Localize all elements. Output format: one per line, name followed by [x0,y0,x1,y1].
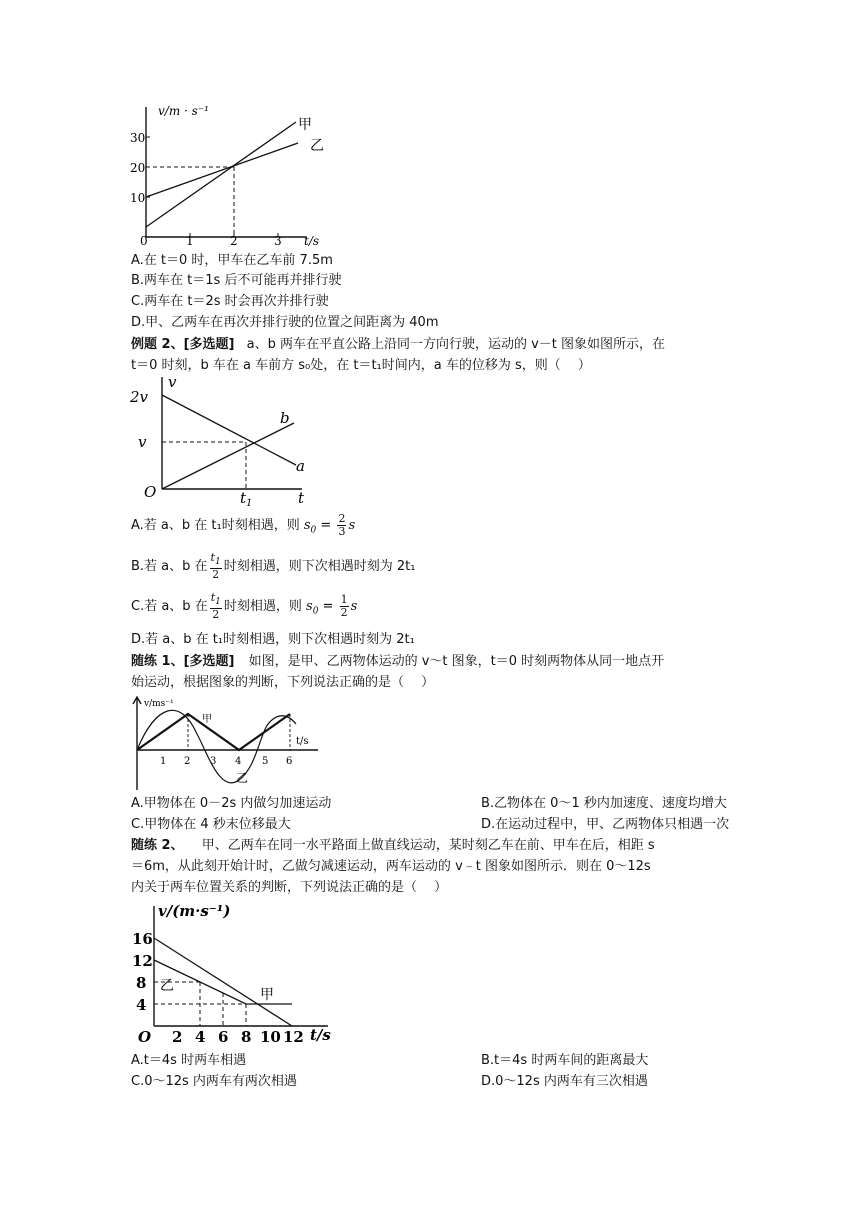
graph4-origin: O [138,1028,152,1046]
p2-stem-line1: 随练 2、 甲、乙两车在同一水平路面上做直线运动，某时刻乙车在前、甲车在后，相距 s [131,838,655,853]
label-jia: 甲 [298,117,312,133]
line-a [162,395,296,465]
graph3-xtick: 2 [184,756,191,767]
graph1-ylabel: v/m · s⁻¹ [158,104,209,118]
graph4-xtick: 8 [241,1028,252,1046]
label-a: a [296,457,305,475]
label-yi: 乙 [160,978,174,994]
graph3-xtick: 5 [262,756,269,767]
graph-jia-yi-decel [128,900,343,1050]
graph2-t1: $t_1$ [240,489,253,506]
ex1-option-d: D.甲、乙两车在再次并排行驶的位置之间距离为 40m [131,315,439,330]
formula-s0: $s_0$ [303,518,317,536]
ex2-title: 例题 2、[多选题] [131,337,235,352]
p2-stem-line2: ＝6m，从此刻开始计时，乙做匀减速运动，两车运动的 v﹣t 图象如图所示．则在 0～12s [131,859,651,874]
graph4-ytick: 12 [132,952,153,970]
graph4-xtick: 2 [172,1028,183,1046]
ex1-option-a: A.在 t＝0 时，甲车在乙车前 7.5m [131,253,333,268]
label-yi: 乙 [310,138,324,154]
graph4-xtick: 4 [195,1028,206,1046]
graph1-ytick: 10 [130,191,146,205]
line-jia-triangle [137,714,290,750]
graph2-vlabel: v [168,373,177,391]
graph3-xtick: 4 [235,756,242,767]
graph2-t: t [298,489,305,506]
label-yi: 乙 [236,771,249,785]
line-yi-sine [137,710,296,783]
graph4-ytick: 16 [132,930,153,948]
graph4-xtick: 10 [260,1028,281,1046]
fraction-2-3: $\frac{2}{3}$ [338,512,346,538]
graph1-xlabel: t/s [304,234,320,248]
p2-option-d: D.0～12s 内两车有三次相遇 [481,1074,648,1089]
graph1-ytick: 30 [130,131,146,145]
p1-option-a: A.甲物体在 0－2s 内做匀加速运动 [131,796,332,811]
p1-option-c: C.甲物体在 4 秒末位移最大 [131,817,291,832]
formula-s0: $s_0$ [306,599,319,617]
graph4-ytick: 4 [136,996,147,1014]
p1-title: 随练 1、[多选题] [131,654,235,669]
graph4-xtick: 6 [218,1028,229,1046]
p1-stem-line2: 始运动，根据图象的判断，下列说法正确的是（ ） [131,675,435,690]
graph-jia-yi-vt [128,103,338,248]
graph4-xtick: 12 [283,1028,304,1046]
ex2-option-a: A.若 a、b 在 t₁时刻相遇，则 $s_0$ = $\frac{2}{3}$ s [131,512,356,538]
p1-stem-line1: 随练 1、[多选题] 如图，是甲、乙两物体运动的 v～t 图象，t＝0 时刻两物体从同一地点开 [131,654,665,669]
graph2-2v: 2v [130,388,149,406]
ex2-option-b: B.若 a、b 在 $\frac{t_1}{2}$ 时刻相遇，则下次相遇时刻为 2t₁ [131,551,416,582]
ex1-option-b: B.两车在 t＝1s 后不可能再并排行驶 [131,273,342,288]
fraction-t1-2: $\frac{t_1}{2}$ [210,551,221,582]
graph1-xtick: 1 [186,234,194,248]
line-yi [146,143,298,197]
p1-option-d: D.在运动过程中，甲、乙两物体只相遇一次 [481,817,730,832]
ex2-option-d: D.若 a、b 在 t₁时刻相遇，则下次相遇时刻为 2t₁ [131,632,415,647]
graph1-xtick: 3 [274,234,282,248]
graph-ab-vt [128,373,318,506]
graph3-xtick: 3 [210,756,217,767]
ex2-stem-line2: t＝0 时刻，b 车在 a 车前方 s₀处，在 t＝t₁时间内，a 车的位移为 s，则（ ） [131,358,591,373]
graph1-xtick: 2 [230,234,238,248]
graph3-xtick: 6 [286,756,293,767]
p1-option-b: B.乙物体在 0～1 秒内加速度、速度均增大 [481,796,727,811]
fraction-1-2: $\frac{1}{2}$ [340,593,348,620]
ex1-option-c: C.两车在 t＝2s 时会再次并排行驶 [131,294,329,309]
graph4-ytick: 8 [136,974,147,992]
graph3-xlabel: t/s [296,736,309,747]
graph3-xtick: 1 [160,756,167,767]
p2-option-b: B.t＝4s 时两车间的距离最大 [481,1053,649,1068]
ex2-option-c: C.若 a、b 在 $\frac{t_1}{2}$ 时刻相遇，则 $s_0$ = $\frac{1}{2}$ s [131,591,358,622]
graph-sine-triangle [128,694,328,794]
graph2-v: v [138,433,147,451]
label-b: b [280,409,290,427]
p2-option-a: A.t＝4s 时两车相遇 [131,1053,247,1068]
ex2-stem1: a、b 两车在平直公路上沿同一方向行驶，运动的 v－t 图象如图所示，在 [246,337,666,352]
p2-stem-line3: 内关于两车位置关系的判断，下列说法正确的是（ ） [131,880,448,895]
label-jia: 甲 [260,987,274,1003]
p2-option-c: C.0～12s 内两车有两次相遇 [131,1074,297,1089]
label-jia: 甲 [202,714,212,725]
line-jia [146,122,296,227]
ex2-stem-line1 [131,337,665,353]
line-yi [154,938,292,1026]
graph2-origin: O [144,483,157,501]
graph3-ylabel: v/ms⁻¹ [144,699,174,709]
graph1-ytick: 20 [130,161,146,175]
line-b [162,423,294,489]
graph4-ylabel: v/(m·s⁻¹) [158,902,231,920]
graph4-xlabel: t/s [310,1026,331,1044]
fraction-t1-2: $\frac{t_1}{2}$ [210,591,221,622]
p2-title: 随练 2、 [131,838,184,853]
graph1-xtick: 0 [140,234,148,248]
